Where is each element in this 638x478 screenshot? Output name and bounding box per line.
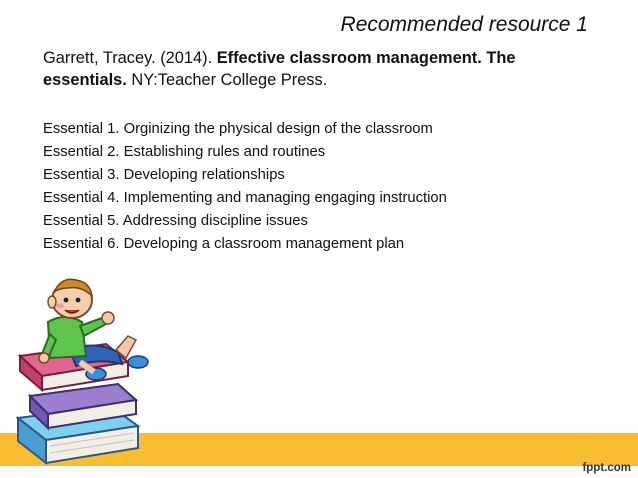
essential-item: Essential 4. Implementing and managing engaging instruction	[43, 190, 447, 206]
book-citation	[43, 47, 583, 91]
citation-publisher: NY:Teacher College Press.	[126, 71, 328, 89]
citation-author: Garrett, Tracey. (2014).	[43, 49, 217, 67]
essential-item: Essential 6. Developing a classroom management plan	[43, 236, 405, 252]
brand-label: fppt.com	[582, 462, 631, 474]
essential-item: Essential 1. Orginizing the physical design of the classroom	[43, 121, 433, 137]
essential-item: Essential 5. Addressing discipline issues	[43, 213, 308, 229]
essentials-list	[43, 118, 447, 256]
slide-title: Recommended resource 1	[340, 13, 588, 36]
essential-item: Essential 3. Developing relationships	[43, 167, 285, 183]
boy-on-books-illustration	[10, 278, 160, 468]
essential-item: Essential 2. Establishing rules and routines	[43, 144, 326, 160]
citation-book-title: Effective classroom management. The essentials.	[43, 49, 516, 89]
